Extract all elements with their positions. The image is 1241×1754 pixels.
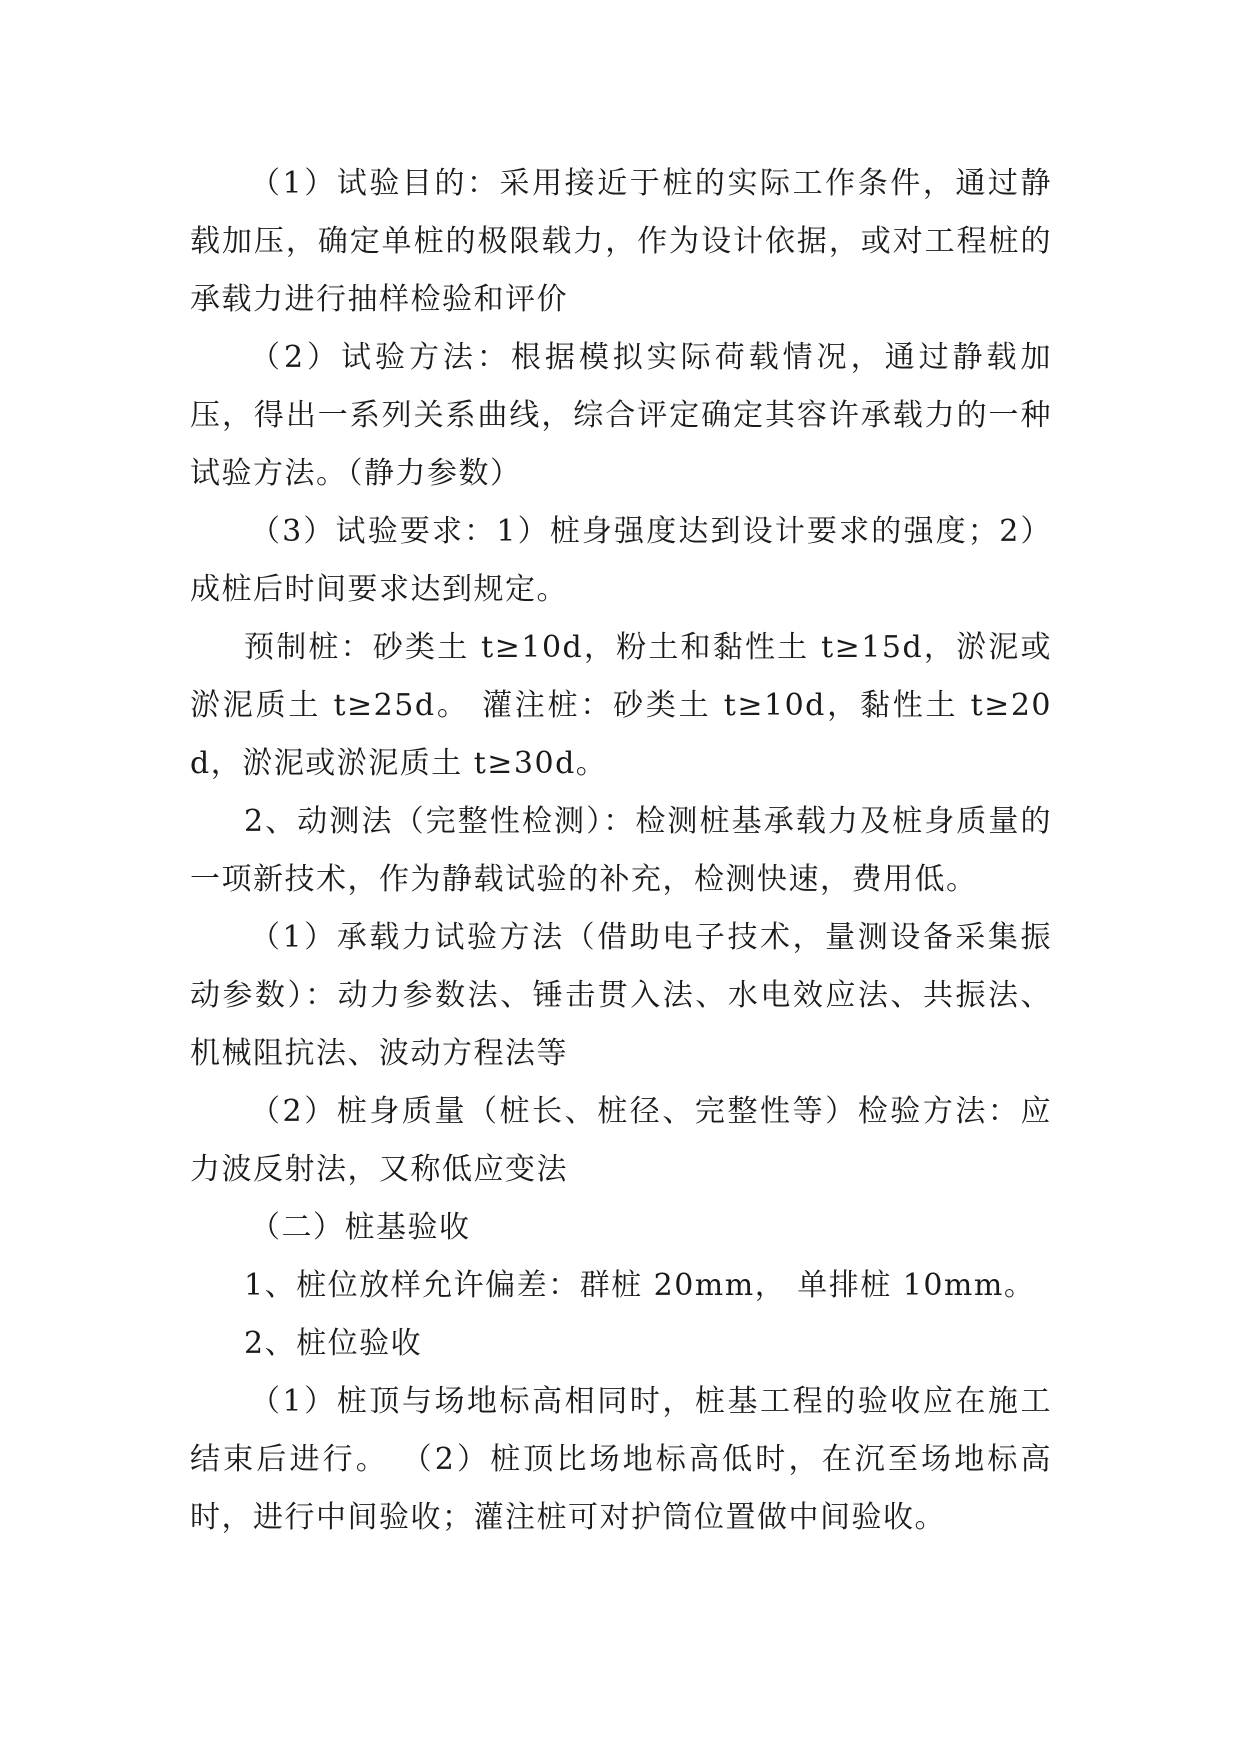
section-heading-pile-acceptance: （二）桩基验收: [250, 1210, 471, 1245]
paragraph-layout-tolerance: 1、桩位放样允许偏差：群桩 20mm， 单排桩 10mm。: [244, 1268, 1036, 1303]
paragraph-pile-quality-methods: （2）桩身质量（桩长、桩径、完整性等）检验方法：应力波反射法，又称低应变法: [190, 1094, 1052, 1187]
paragraph-test-purpose: （1）试验目的：采用接近于桩的实际工作条件，通过静载加压，确定单桩的极限载力，作为设计依据，或对工程桩的承载力进行抽样检验和评价: [190, 166, 1052, 317]
paragraph-test-method: （2）试验方法：根据模拟实际荷载情况，通过静载加压，得出一系列关系曲线，综合评定确定其容许承载力的一种试验方法。（静力参数）: [190, 340, 1052, 491]
paragraph-pile-position-acceptance: 2、桩位验收: [244, 1326, 423, 1361]
paragraph-pile-rest-time: 预制桩：砂类土 t≥10d，粉土和黏性土 t≥15d，淤泥或淤泥质土 t≥25d。 灌注桩：砂类土 t≥10d，黏性土 t≥20d，淤泥或淤泥质土 t≥30d。: [190, 630, 1052, 781]
document-body: [190, 155, 1052, 1547]
paragraph-bearing-capacity-methods: （1）承载力试验方法（借助电子技术，量测设备采集振动参数）：动力参数法、锤击贯入法、水电效应法、共振法、机械阻抗法、波动方程法等: [190, 920, 1052, 1071]
paragraph-test-requirements: （3）试验要求：1）桩身强度达到设计要求的强度；2）成桩后时间要求达到规定。: [190, 514, 1052, 607]
paragraph-acceptance-timing: （1）桩顶与场地标高相同时，桩基工程的验收应在施工结束后进行。 （2）桩顶比场地标高低时，在沉至场地标高时，进行中间验收；灌注桩可对护筒位置做中间验收。: [190, 1384, 1052, 1535]
paragraph-dynamic-testing: 2、动测法（完整性检测）：检测桩基承载力及桩身质量的一项新技术，作为静载试验的补充，检测快速，费用低。: [190, 804, 1052, 897]
